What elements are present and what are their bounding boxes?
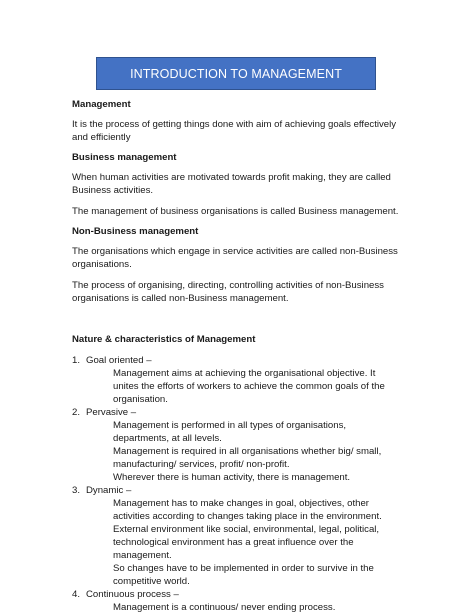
paragraph-management-definition: It is the process of getting things done with aim of achieving goals effectively and efficiently (72, 119, 397, 143)
characteristics-list (72, 354, 402, 614)
paragraph-business-management: The management of business organisations is called Business management. (72, 206, 399, 217)
list-item-dynamic (72, 484, 402, 588)
paragraph-non-business-management: The process of organising, directing, controlling activities of non-Business organisations is called non-Business management. (72, 280, 384, 304)
list-item-description: Management aims at achieving the organisational objective. It unites the efforts of workers to achieve the common goals of the organisation. (113, 368, 385, 405)
heading-business-management: Business management (72, 152, 177, 163)
list-item-description: External environment like social, environmental, legal, political, technological environment has a great influence over the management. (113, 524, 380, 561)
list-number: 1. (72, 355, 81, 366)
list-number: 3. (72, 485, 81, 496)
list-item-continuous-process (72, 588, 402, 614)
list-item-label: Dynamic – (86, 485, 132, 496)
list-item-description: So changes have to be implemented in order to survive in the competitive world. (113, 563, 374, 587)
document-body (72, 98, 402, 614)
paragraph-non-business-organisations: The organisations which engage in service activities are called non-Business organisations. (72, 246, 398, 270)
list-item-pervasive (72, 406, 402, 484)
title-banner (96, 57, 376, 90)
list-number: 2. (72, 407, 81, 418)
list-item-goal-oriented (72, 354, 402, 406)
heading-management: Management (72, 99, 131, 110)
page-title: INTRODUCTION TO MANAGEMENT (130, 66, 342, 81)
list-item-description: Management has to make changes in goal, objectives, other activities according to changes taking place in the environment. (113, 498, 382, 522)
heading-non-business-management: Non-Business management (72, 226, 199, 237)
list-item-description: Management is performed in all types of organisations, departments, at all levels. (113, 420, 347, 444)
paragraph-business-activities: When human activities are motivated towards profit making, they are called Business activities. (72, 172, 391, 196)
list-item-description: Management is required in all organisations whether big/ small, manufacturing/ services, profit/ non-profit. (113, 446, 382, 470)
list-item-label: Continuous process – (86, 589, 179, 600)
list-item-description: Management is a continuous/ never ending process. (113, 602, 336, 613)
list-item-label: Goal oriented – (86, 355, 152, 366)
heading-nature-characteristics: Nature & characteristics of Management (72, 334, 256, 345)
list-number: 4. (72, 589, 81, 600)
list-item-description: Wherever there is human activity, there is management. (113, 472, 351, 483)
list-item-label: Pervasive – (86, 407, 137, 418)
